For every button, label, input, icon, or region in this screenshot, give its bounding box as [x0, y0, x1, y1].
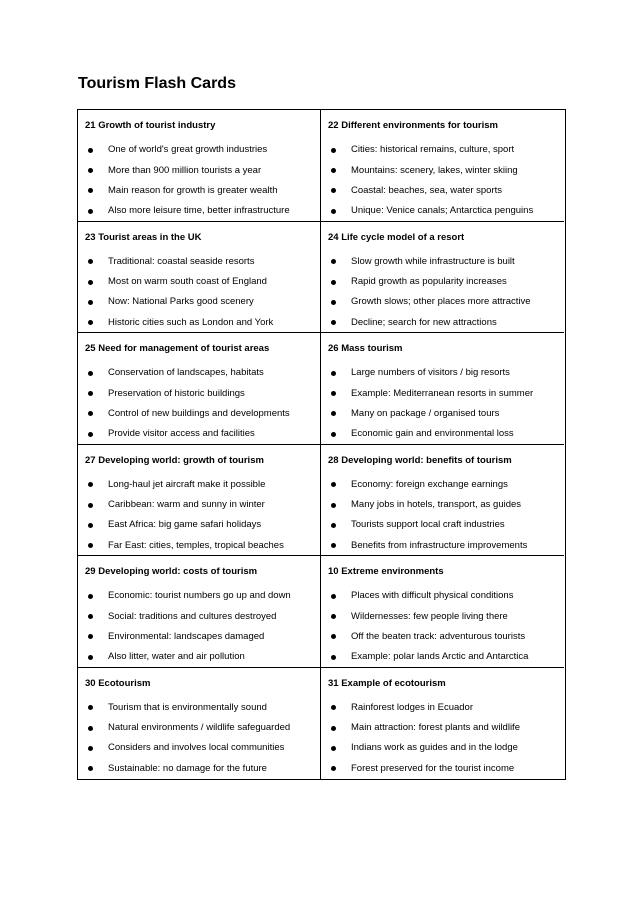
bullet-icon	[331, 148, 336, 153]
bullet-icon	[88, 259, 93, 264]
card-point	[328, 160, 564, 180]
card-point-text: Provide visitor access and facilities	[108, 428, 255, 440]
card-point-text: Historic cities such as London and York	[108, 316, 274, 328]
card-point	[328, 475, 564, 495]
bullet-icon	[88, 411, 93, 416]
flash-card	[321, 110, 564, 222]
card-point-text: Also more leisure time, better infrastructure	[108, 205, 290, 217]
flash-card	[321, 556, 564, 668]
bullet-icon	[331, 482, 336, 487]
card-point-text: Natural environments / wildlife safeguarded	[108, 722, 291, 734]
card-point-text: Forest preserved for the tourist income	[351, 762, 515, 774]
card-point-list	[328, 698, 564, 780]
card-point-text: Decline; search for new attractions	[351, 316, 497, 328]
card-point-list	[85, 698, 320, 780]
bullet-icon	[331, 503, 336, 508]
card-point	[328, 606, 564, 626]
card-point-text: Wildernesses: few people living there	[351, 610, 508, 622]
card-point	[85, 383, 320, 403]
card-point-text: Also litter, water and air pollution	[108, 651, 245, 663]
bullet-icon	[331, 411, 336, 416]
card-point-text: Traditional: coastal seaside resorts	[108, 255, 255, 267]
card-point	[85, 181, 320, 201]
card-point	[328, 536, 564, 556]
card-point	[85, 313, 320, 333]
bullet-icon	[331, 320, 336, 325]
card-point	[85, 718, 320, 738]
bullet-icon	[88, 766, 93, 771]
card-title: 26 Mass tourism	[328, 343, 403, 354]
bullet-icon	[88, 543, 93, 548]
card-point-list	[328, 140, 564, 222]
card-point	[85, 515, 320, 535]
card-point-text: Considers and involves local communities	[108, 742, 285, 754]
card-point	[328, 272, 564, 292]
card-point	[328, 424, 564, 444]
card-point-list	[85, 475, 320, 557]
card-point-text: Long-haul jet aircraft make it possible	[108, 478, 266, 490]
card-point-list	[85, 140, 320, 222]
card-point-text: Tourism that is environmentally sound	[108, 701, 267, 713]
bullet-icon	[331, 705, 336, 710]
card-point-text: Rainforest lodges in Ecuador	[351, 701, 473, 713]
card-point	[85, 606, 320, 626]
card-title: 28 Developing world: benefits of tourism	[328, 454, 512, 466]
card-point	[85, 252, 320, 272]
card-point	[85, 759, 320, 779]
card-point	[328, 383, 564, 403]
card-point	[85, 160, 320, 180]
bullet-icon	[88, 482, 93, 487]
flash-card	[78, 445, 321, 557]
card-point	[328, 140, 564, 160]
flash-card	[321, 668, 564, 780]
bullet-icon	[331, 259, 336, 264]
card-title: 23 Tourist areas in the UK	[85, 231, 202, 243]
bullet-icon	[331, 594, 336, 599]
bullet-icon	[331, 188, 336, 193]
card-point-text: Growth slows; other places more attractive	[351, 296, 531, 308]
card-title: 31 Example of ecotourism	[328, 677, 446, 689]
card-point-text: Main attraction: forest plants and wildlife	[351, 722, 520, 734]
card-point	[85, 475, 320, 495]
card-point	[85, 363, 320, 383]
card-point-text: Tourists support local craft industries	[351, 519, 505, 531]
bullet-icon	[331, 746, 336, 751]
card-point	[328, 252, 564, 272]
card-point	[85, 586, 320, 606]
card-point-text: Main reason for growth is greater wealth	[108, 184, 278, 196]
card-point-text: Economic gain and environmental loss	[351, 428, 514, 440]
card-point	[328, 404, 564, 424]
card-point	[328, 586, 564, 606]
card-title: 29 Developing world: costs of tourism	[85, 566, 258, 577]
card-title: 21 Growth of tourist industry	[85, 120, 216, 131]
bullet-icon	[331, 614, 336, 619]
card-point	[85, 140, 320, 160]
card-point	[85, 404, 320, 424]
card-point-text: Places with difficult physical conditions	[351, 590, 514, 602]
bullet-icon	[88, 726, 93, 731]
card-point	[328, 718, 564, 738]
bullet-icon	[331, 209, 336, 214]
card-point-text: Coastal: beaches, sea, water sports	[351, 184, 503, 196]
card-point-text: Now: National Parks good scenery	[108, 296, 254, 308]
bullet-icon	[88, 320, 93, 325]
card-point-text: Off the beaten track: adventurous tourists	[351, 630, 526, 642]
bullet-icon	[88, 148, 93, 153]
bullet-icon	[331, 523, 336, 528]
bullet-icon	[88, 614, 93, 619]
bullet-icon	[331, 432, 336, 437]
card-point-list	[85, 252, 320, 334]
card-point-text: Social: traditions and cultures destroyed	[108, 610, 277, 622]
card-point	[85, 647, 320, 667]
bullet-icon	[88, 503, 93, 508]
card-point-text: Slow growth while infrastructure is built	[351, 255, 515, 267]
card-point	[328, 647, 564, 667]
card-point	[328, 515, 564, 535]
card-title: 10 Extreme environments	[328, 566, 444, 577]
bullet-icon	[88, 188, 93, 193]
bullet-icon	[88, 634, 93, 639]
flash-card	[78, 333, 321, 445]
card-point-text: Rapid growth as popularity increases	[351, 276, 507, 288]
card-point	[328, 313, 564, 333]
card-point-text: More than 900 million tourists a year	[108, 164, 262, 176]
card-point-text: Mountains: scenery, lakes, winter skiing	[351, 164, 518, 176]
bullet-icon	[331, 280, 336, 285]
card-point	[328, 201, 564, 221]
bullet-icon	[88, 300, 93, 305]
flash-card	[78, 556, 321, 668]
bullet-icon	[88, 594, 93, 599]
card-point-list	[85, 586, 320, 668]
card-point	[328, 627, 564, 647]
card-point	[85, 698, 320, 718]
card-point-text: Control of new buildings and developments	[108, 407, 290, 419]
card-point-text: Benefits from infrastructure improvements	[351, 539, 528, 551]
bullet-icon	[88, 655, 93, 660]
bullet-icon	[88, 280, 93, 285]
card-title: 27 Developing world: growth of tourism	[85, 454, 264, 466]
flash-card	[321, 333, 564, 445]
card-point	[85, 272, 320, 292]
flash-card	[321, 445, 564, 557]
bullet-icon	[331, 655, 336, 660]
bullet-icon	[88, 432, 93, 437]
flash-card	[78, 668, 321, 780]
card-title: 30 Ecotourism	[85, 677, 151, 689]
card-point	[85, 424, 320, 444]
card-point-text: Most on warm south coast of England	[108, 276, 267, 288]
card-point-text: Example: Mediterranean resorts in summer	[351, 387, 534, 399]
bullet-icon	[331, 391, 336, 396]
flash-card	[78, 110, 321, 222]
card-title: 24 Life cycle model of a resort	[328, 231, 465, 243]
page-title: Tourism Flash Cards	[78, 75, 236, 92]
bullet-icon	[331, 726, 336, 731]
bullet-icon	[88, 746, 93, 751]
bullet-icon	[331, 543, 336, 548]
bullet-icon	[331, 300, 336, 305]
bullet-icon	[331, 168, 336, 173]
card-point-list	[328, 475, 564, 557]
card-point	[328, 698, 564, 718]
flash-card-grid	[77, 109, 566, 780]
card-point	[85, 627, 320, 647]
card-point	[85, 738, 320, 758]
card-point-list	[328, 252, 564, 334]
bullet-icon	[88, 391, 93, 396]
card-point-text: East Africa: big game safari holidays	[108, 519, 262, 531]
card-point	[328, 181, 564, 201]
card-point	[328, 738, 564, 758]
bullet-icon	[88, 523, 93, 528]
card-point-text: Unique: Venice canals; Antarctica penguins	[351, 205, 534, 217]
bullet-icon	[331, 371, 336, 376]
card-point-text: Far East: cities, temples, tropical beaches	[108, 539, 284, 551]
card-point-text: Caribbean: warm and sunny in winter	[108, 499, 265, 511]
card-point-text: Large numbers of visitors / big resorts	[351, 367, 510, 379]
card-point	[328, 292, 564, 312]
card-point-text: Many on package / organised tours	[351, 407, 500, 419]
card-point-list	[328, 363, 564, 445]
card-point	[85, 201, 320, 221]
bullet-icon	[88, 705, 93, 710]
card-point-text: Many jobs in hotels, transport, as guides	[351, 499, 522, 511]
card-point-text: One of world's great growth industries	[108, 144, 268, 156]
card-point-text: Sustainable: no damage for the future	[108, 762, 267, 774]
bullet-icon	[88, 168, 93, 173]
bullet-icon	[331, 634, 336, 639]
card-point	[85, 495, 320, 515]
card-point-text: Example: polar lands Arctic and Antarctica	[351, 651, 529, 663]
card-point-list	[85, 363, 320, 445]
bullet-icon	[331, 766, 336, 771]
bullet-icon	[88, 209, 93, 214]
card-point	[328, 759, 564, 779]
bullet-icon	[88, 371, 93, 376]
card-point-text: Preservation of historic buildings	[108, 387, 245, 399]
flash-card	[321, 222, 564, 334]
card-point-text: Conservation of landscapes, habitats	[108, 367, 264, 379]
card-point-text: Economic: tourist numbers go up and down	[108, 590, 291, 602]
card-point-text: Indians work as guides and in the lodge	[351, 742, 518, 754]
card-title: 25 Need for management of tourist areas	[85, 343, 270, 354]
card-point	[85, 292, 320, 312]
card-point-text: Environmental: landscapes damaged	[108, 630, 265, 642]
card-point-text: Economy: foreign exchange earnings	[351, 478, 508, 490]
card-point	[85, 536, 320, 556]
card-point	[328, 363, 564, 383]
flash-card	[78, 222, 321, 334]
card-title: 22 Different environments for tourism	[328, 120, 498, 131]
card-point	[328, 495, 564, 515]
card-point-text: Cities: historical remains, culture, sport	[351, 144, 515, 156]
card-point-list	[328, 586, 564, 668]
